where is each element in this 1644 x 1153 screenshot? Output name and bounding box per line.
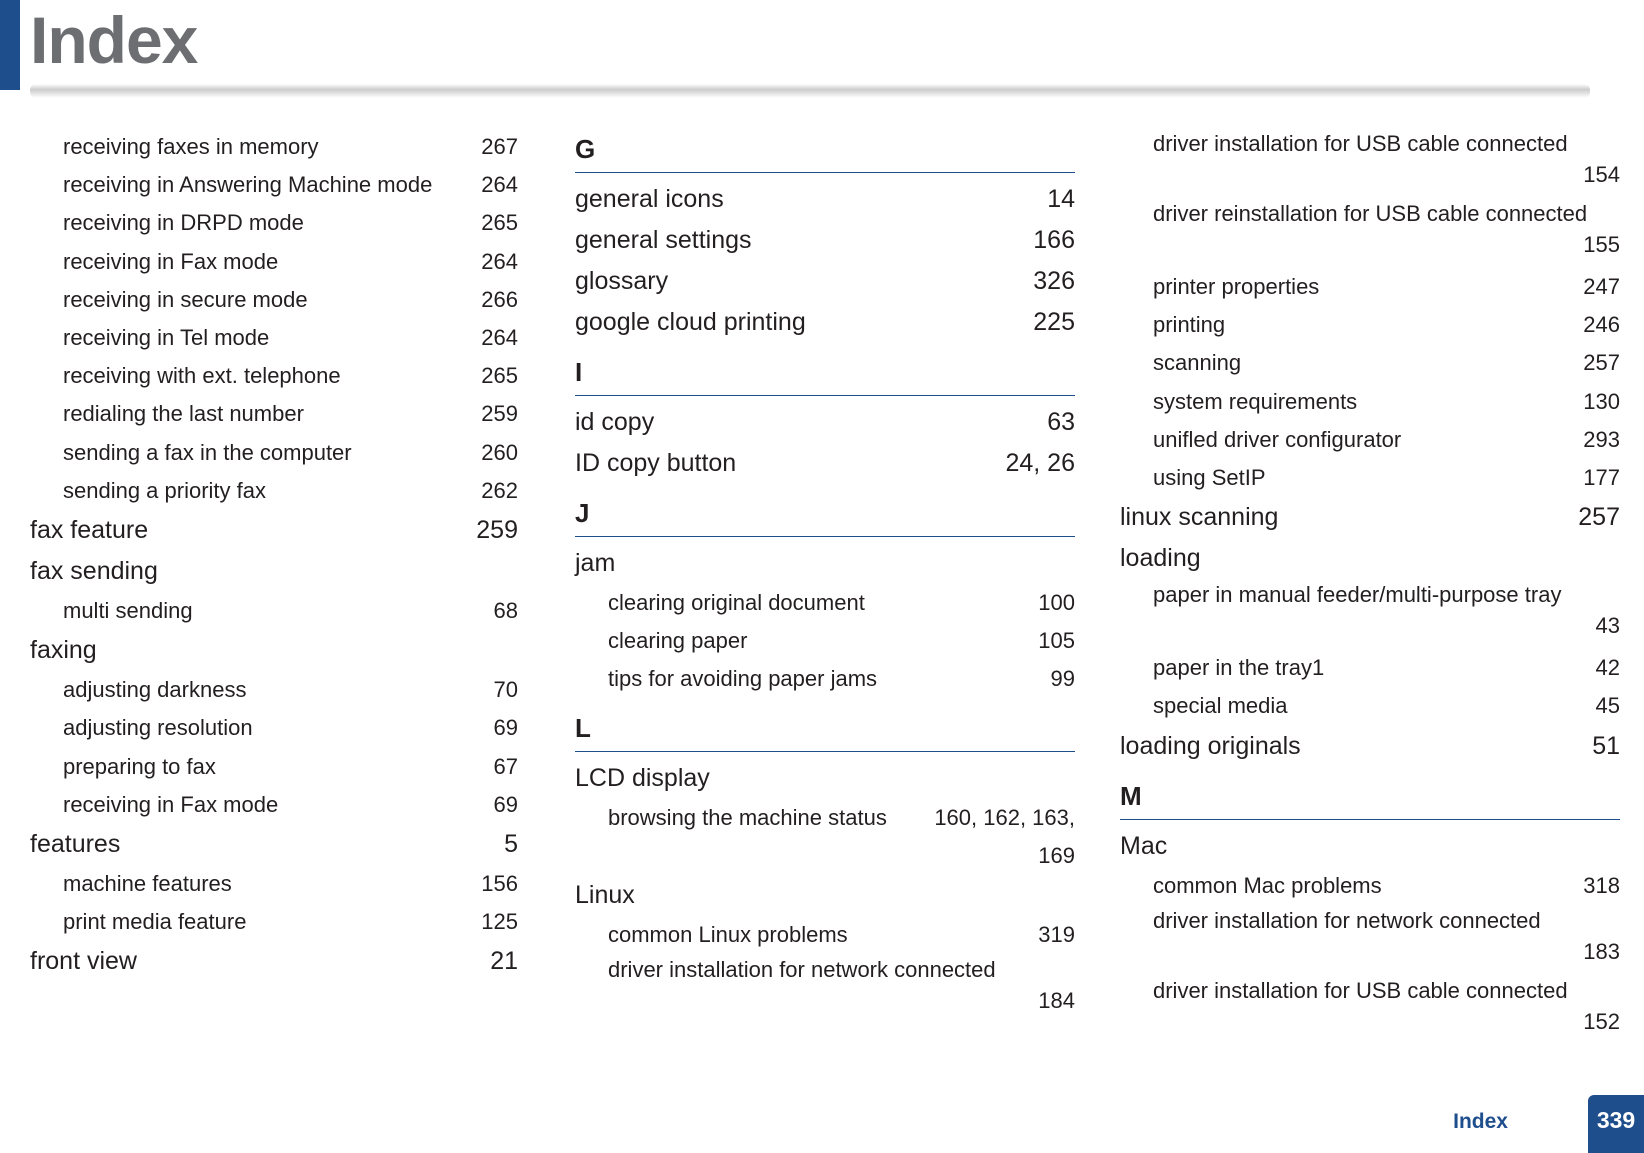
entry-term: browsing the machine status xyxy=(608,804,887,830)
entry-page-ref[interactable]: 24, 26 xyxy=(1005,449,1075,477)
entry-page-ref[interactable]: 184 xyxy=(1038,988,1075,1014)
entry-page-ref[interactable]: 225 xyxy=(1033,308,1075,336)
entry-term: clearing paper xyxy=(608,628,748,654)
index-subentry xyxy=(30,166,518,204)
entry-page-ref[interactable]: 105 xyxy=(1038,628,1075,654)
index-section xyxy=(575,709,1075,1025)
entry-page-ref[interactable]: 262 xyxy=(481,477,518,503)
entry-page-ref[interactable]: 264 xyxy=(481,172,518,198)
entry-term: using SetIP xyxy=(1153,465,1266,491)
entry-term: google cloud printing xyxy=(575,308,806,336)
entry-term: features xyxy=(30,830,121,859)
index-subentry xyxy=(30,709,518,747)
entry-term: multi sending xyxy=(63,598,193,624)
entry-page-ref[interactable]: 68 xyxy=(493,598,518,624)
entry-page-ref[interactable]: 155 xyxy=(1583,232,1620,257)
entry-page-ref[interactable]: 125 xyxy=(481,909,518,935)
entry-term: redialing the last number xyxy=(63,401,304,427)
section-letter: J xyxy=(575,498,590,528)
index-section xyxy=(30,128,518,982)
footer-page-number: 339 xyxy=(1588,1095,1644,1153)
entry-term: tips for avoiding paper jams xyxy=(608,666,878,692)
entry-page-ref[interactable]: 319 xyxy=(1038,922,1075,948)
index-entry xyxy=(575,179,1075,220)
entry-page-ref[interactable]: 45 xyxy=(1595,693,1620,719)
entry-term: sending a fax in the computer xyxy=(63,439,352,465)
entry-page-ref[interactable]: 160, 162, 163, 169 xyxy=(934,804,1075,868)
entry-page-ref[interactable]: 259 xyxy=(476,516,518,545)
section-divider xyxy=(1120,819,1620,820)
header-rule xyxy=(30,84,1590,98)
index-subentry xyxy=(1120,128,1620,198)
entry-term: scanning xyxy=(1153,350,1242,376)
entry-term: paper in the tray1 xyxy=(1153,655,1325,681)
section-divider xyxy=(575,395,1075,396)
entry-page-ref[interactable]: 264 xyxy=(481,325,518,351)
section-letter: M xyxy=(1120,780,1142,811)
entry-term: common Linux problems xyxy=(608,922,848,948)
index-subentry xyxy=(1120,975,1620,1045)
entry-term: receiving faxes in memory xyxy=(63,134,319,159)
entry-page-ref[interactable]: 266 xyxy=(481,286,518,312)
entry-page-ref[interactable]: 183 xyxy=(1583,938,1620,964)
index-entry xyxy=(1120,497,1620,538)
entry-term: receiving with ext. telephone xyxy=(63,363,341,389)
index-subentry xyxy=(1120,459,1620,497)
entry-term: fax sending xyxy=(30,557,158,586)
index-subentry xyxy=(30,786,518,824)
entry-term: jam xyxy=(575,549,616,577)
entry-term: adjusting resolution xyxy=(63,715,253,741)
entry-page-ref[interactable]: 318 xyxy=(1583,872,1620,898)
index-entry xyxy=(575,443,1075,484)
entry-page-ref[interactable]: 259 xyxy=(481,401,518,427)
index-entry xyxy=(575,220,1075,261)
index-entry xyxy=(1120,826,1620,867)
index-entry xyxy=(575,261,1075,302)
entry-page-ref[interactable]: 5 xyxy=(504,830,518,859)
entry-term: common Mac problems xyxy=(1153,872,1382,898)
index-subentry xyxy=(30,357,518,395)
entry-term: loading originals xyxy=(1120,731,1301,760)
entry-term: LCD display xyxy=(575,763,710,792)
entry-term: driver installation for USB cable connected xyxy=(1153,977,1568,1003)
index-subentry xyxy=(30,204,518,242)
entry-page-ref[interactable]: 100 xyxy=(1038,590,1075,615)
index-subentry xyxy=(30,281,518,319)
entry-term: unifled driver configurator xyxy=(1153,426,1402,452)
index-subentry xyxy=(1120,344,1620,382)
index-subentry xyxy=(1120,421,1620,459)
entry-term: general icons xyxy=(575,185,724,213)
entry-term: driver installation for USB cable connected xyxy=(1153,131,1568,156)
entry-term: adjusting darkness xyxy=(63,677,247,703)
index-entry xyxy=(1120,726,1620,767)
entry-page-ref[interactable]: 21 xyxy=(490,947,518,976)
index-entry xyxy=(575,875,1075,916)
entry-term: receiving in Tel mode xyxy=(63,325,270,351)
entry-page-ref[interactable]: 43 xyxy=(1595,613,1620,639)
entry-term: clearing original document xyxy=(608,590,865,615)
entry-page-ref[interactable]: 265 xyxy=(481,363,518,389)
index-column-3 xyxy=(1120,128,1620,1055)
index-subentry xyxy=(30,903,518,941)
entry-page-ref[interactable]: 154 xyxy=(1583,162,1620,187)
entry-term: receiving in Fax mode xyxy=(63,248,279,274)
index-entry xyxy=(30,630,518,671)
index-subentry xyxy=(30,748,518,786)
index-subentry xyxy=(575,660,1075,698)
entry-term: special media xyxy=(1153,693,1288,719)
entry-term: printing xyxy=(1153,312,1226,338)
entry-page-ref[interactable]: 63 xyxy=(1047,408,1075,436)
index-subentry xyxy=(1120,905,1620,975)
entry-term: linux scanning xyxy=(1120,503,1279,532)
index-section xyxy=(575,353,1075,484)
entry-page-ref[interactable]: 260 xyxy=(481,439,518,465)
entry-page-ref[interactable]: 267 xyxy=(481,134,518,159)
index-subentry xyxy=(30,472,518,510)
index-subentry xyxy=(1120,867,1620,905)
section-letter: I xyxy=(575,357,583,387)
entry-page-ref[interactable]: 293 xyxy=(1583,426,1620,452)
entry-term: id copy xyxy=(575,408,655,436)
index-subentry xyxy=(575,622,1075,660)
entry-term: receiving in Fax mode xyxy=(63,791,279,817)
index-subentry xyxy=(1120,198,1620,268)
entry-term: system requirements xyxy=(1153,388,1358,414)
index-subentry xyxy=(575,584,1075,622)
entry-term: faxing xyxy=(30,636,97,665)
entry-page-ref[interactable]: 69 xyxy=(493,791,518,817)
entry-term: Mac xyxy=(1120,831,1168,860)
entry-term: receiving in secure mode xyxy=(63,286,308,312)
entry-page-ref[interactable]: 99 xyxy=(1050,666,1075,692)
index-column-1 xyxy=(30,128,518,992)
index-subentry xyxy=(1120,687,1620,725)
index-subentry xyxy=(30,434,518,472)
section-divider xyxy=(575,536,1075,537)
index-subentry xyxy=(30,395,518,433)
index-subentry xyxy=(575,799,1075,875)
entry-page-ref[interactable]: 67 xyxy=(493,753,518,779)
entry-page-ref[interactable]: 69 xyxy=(493,715,518,741)
index-entry xyxy=(30,551,518,592)
index-subentry xyxy=(1120,306,1620,344)
entry-term: sending a priority fax xyxy=(63,477,266,503)
entry-page-ref[interactable]: 156 xyxy=(481,871,518,897)
header-accent-bar xyxy=(0,0,20,90)
entry-term: driver installation for network connected xyxy=(1153,907,1541,933)
entry-term: fax feature xyxy=(30,516,149,545)
entry-term: print media feature xyxy=(63,909,247,935)
entry-term: glossary xyxy=(575,267,669,295)
entry-term: loading xyxy=(1120,544,1201,573)
entry-term: preparing to fax xyxy=(63,753,216,779)
page-title: Index xyxy=(30,3,198,77)
entry-page-ref[interactable]: 42 xyxy=(1595,655,1620,681)
index-subentry xyxy=(1120,579,1620,649)
index-section xyxy=(575,494,1075,699)
index-entry xyxy=(575,543,1075,584)
index-entry xyxy=(575,402,1075,443)
index-section xyxy=(1120,777,1620,1045)
entry-page-ref[interactable]: 166 xyxy=(1033,226,1075,254)
entry-term: printer properties xyxy=(1153,274,1320,299)
entry-term: ID copy button xyxy=(575,449,737,477)
section-divider xyxy=(575,751,1075,752)
section-letter: G xyxy=(575,134,596,164)
index-entry xyxy=(30,510,518,551)
entry-page-ref[interactable]: 152 xyxy=(1583,1008,1620,1034)
index-subentry xyxy=(575,954,1075,1024)
entry-term: paper in manual feeder/multi-purpose tray xyxy=(1153,582,1562,608)
entry-term: driver installation for network connected xyxy=(608,957,996,983)
index-subentry xyxy=(1120,268,1620,306)
footer-section-label: Index xyxy=(1453,1110,1508,1133)
entry-page-ref[interactable]: 326 xyxy=(1033,267,1075,295)
index-subentry xyxy=(30,319,518,357)
entry-term: general settings xyxy=(575,226,752,254)
entry-term: driver reinstallation for USB cable connected xyxy=(1153,201,1588,226)
index-subentry xyxy=(30,128,518,166)
section-letter: L xyxy=(575,712,591,743)
index-subentry xyxy=(30,243,518,281)
index-entry xyxy=(30,941,518,982)
entry-term: receiving in Answering Machine mode xyxy=(63,172,433,198)
entry-page-ref[interactable]: 247 xyxy=(1583,274,1620,299)
entry-page-ref[interactable]: 246 xyxy=(1583,312,1620,338)
index-subentry xyxy=(1120,649,1620,687)
entry-page-ref[interactable]: 14 xyxy=(1047,185,1075,213)
index-column-2 xyxy=(575,128,1075,1034)
index-subentry xyxy=(30,592,518,630)
entry-term: machine features xyxy=(63,871,232,897)
index-subentry xyxy=(575,916,1075,954)
entry-page-ref[interactable]: 257 xyxy=(1578,503,1620,532)
index-section xyxy=(1120,128,1620,767)
index-entry xyxy=(575,758,1075,799)
entry-page-ref[interactable]: 130 xyxy=(1583,388,1620,414)
index-entry xyxy=(30,824,518,865)
entry-page-ref[interactable]: 264 xyxy=(481,248,518,274)
index-section xyxy=(575,130,1075,343)
index-subentry xyxy=(1120,383,1620,421)
entry-page-ref[interactable]: 257 xyxy=(1583,350,1620,376)
index-subentry xyxy=(30,865,518,903)
entry-term: Linux xyxy=(575,881,635,910)
index-entry xyxy=(575,302,1075,343)
entry-page-ref[interactable]: 70 xyxy=(493,677,518,703)
index-subentry xyxy=(30,671,518,709)
entry-page-ref[interactable]: 177 xyxy=(1583,465,1620,491)
entry-page-ref[interactable]: 51 xyxy=(1592,731,1620,760)
entry-page-ref[interactable]: 265 xyxy=(481,210,518,236)
entry-term: receiving in DRPD mode xyxy=(63,210,304,236)
index-entry xyxy=(1120,538,1620,579)
section-divider xyxy=(575,172,1075,173)
entry-term: front view xyxy=(30,947,137,976)
